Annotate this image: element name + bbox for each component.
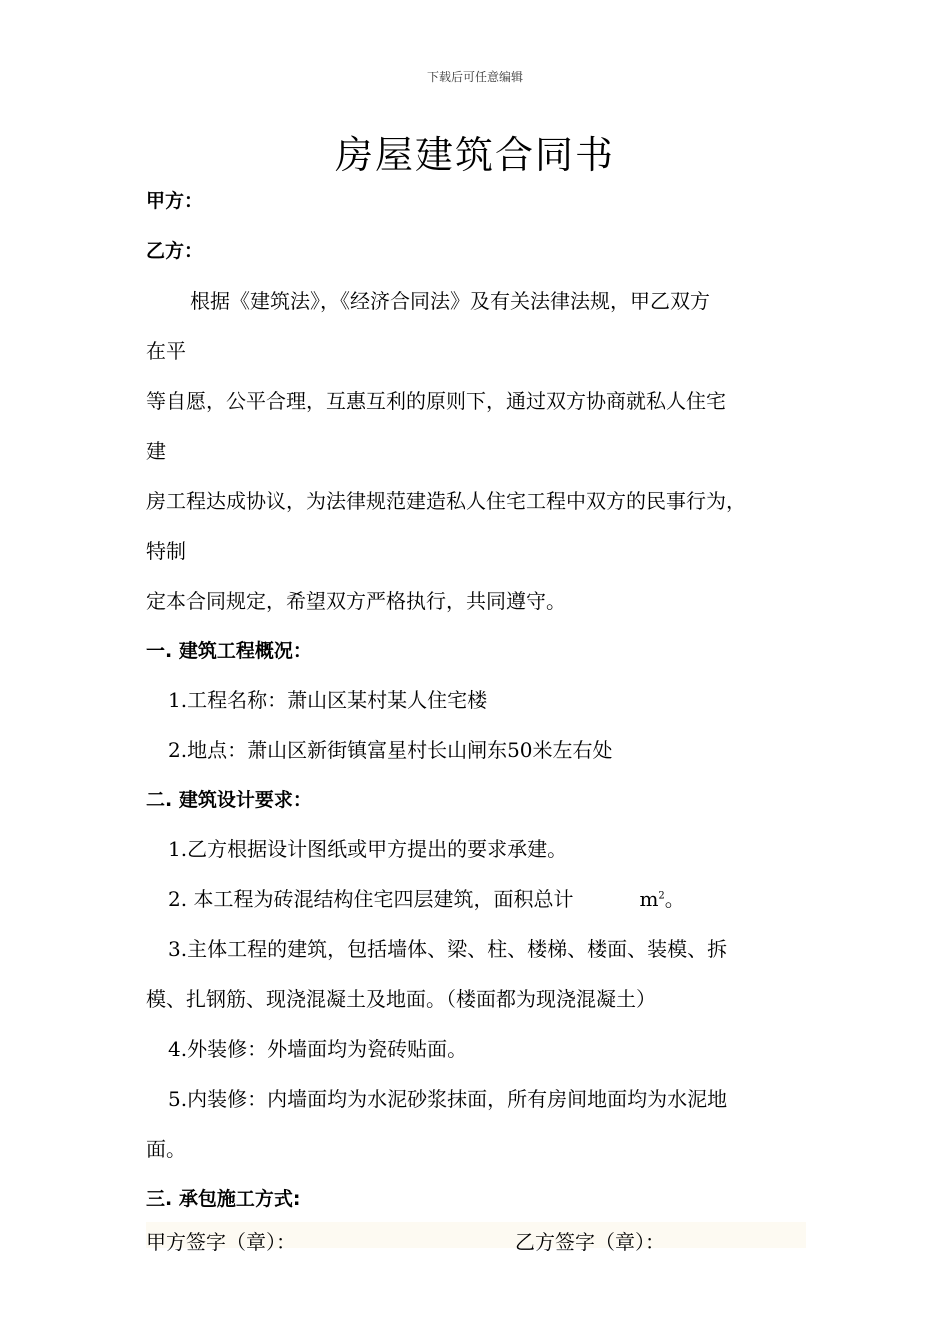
- section-2-item: 3.主体工程的建筑，包括墙体、梁、柱、楼梯、楼面、装模、拆: [168, 937, 728, 961]
- preamble-line: 定本合同规定，希望双方严格执行，共同遵守。: [146, 589, 566, 613]
- section-2-item-continued: 面。: [146, 1137, 186, 1161]
- section-2-item-continued: 模、扎钢筋、现浇混凝土及地面。（楼面都为现浇混凝土）: [146, 987, 656, 1011]
- preamble-line: 特制: [146, 539, 186, 563]
- preamble-line: 根据《建筑法》，《经济合同法》及有关法律法规，甲乙双方: [190, 289, 710, 313]
- section-1-item: 1.工程名称：萧山区某村某人住宅楼: [168, 688, 488, 712]
- section-2-item: 5.内装修：内墙面均为水泥砂浆抹面，所有房间地面均为水泥地: [168, 1087, 728, 1111]
- section-2-item: 4.外装修：外墙面均为瓷砖贴面。: [168, 1037, 468, 1061]
- preamble-line: 房工程达成协议，为法律规范建造私人住宅工程中双方的民事行为，: [146, 489, 746, 513]
- party-a-label: 甲方：: [146, 190, 204, 212]
- preamble-line: 建: [146, 439, 166, 463]
- section-3-heading: 三. 承包施工方式:: [146, 1188, 301, 1210]
- area-unit-superscript: 2: [658, 890, 665, 902]
- preamble-line: 在平: [146, 339, 186, 363]
- section-2-item-area: [168, 883, 685, 912]
- section-2-item: 1.乙方根据设计图纸或甲方提出的要求承建。: [168, 837, 568, 861]
- area-unit: m: [639, 887, 659, 911]
- section-1-heading: 一. 建筑工程概况：: [146, 640, 312, 662]
- section-2-heading: 二. 建筑设计要求：: [146, 789, 312, 811]
- area-end: 。: [664, 887, 685, 911]
- area-text: 2. 本工程为砖混结构住宅四层建筑，面积总计: [168, 887, 574, 911]
- section-1-item: 2.地点：萧山区新街镇富星村长山闸东50米左右处: [168, 738, 613, 762]
- preamble-line: 等自愿，公平合理，互惠互利的原则下，通过双方协商就私人住宅: [146, 389, 726, 413]
- page-header-note: 下载后可任意编辑: [426, 70, 523, 84]
- party-b-label: 乙方：: [146, 240, 204, 262]
- party-a-signature: 甲方签字（章）：: [146, 1230, 296, 1254]
- document-title: 房屋建筑合同书: [334, 133, 615, 177]
- party-b-signature: 乙方签字（章）：: [515, 1230, 665, 1254]
